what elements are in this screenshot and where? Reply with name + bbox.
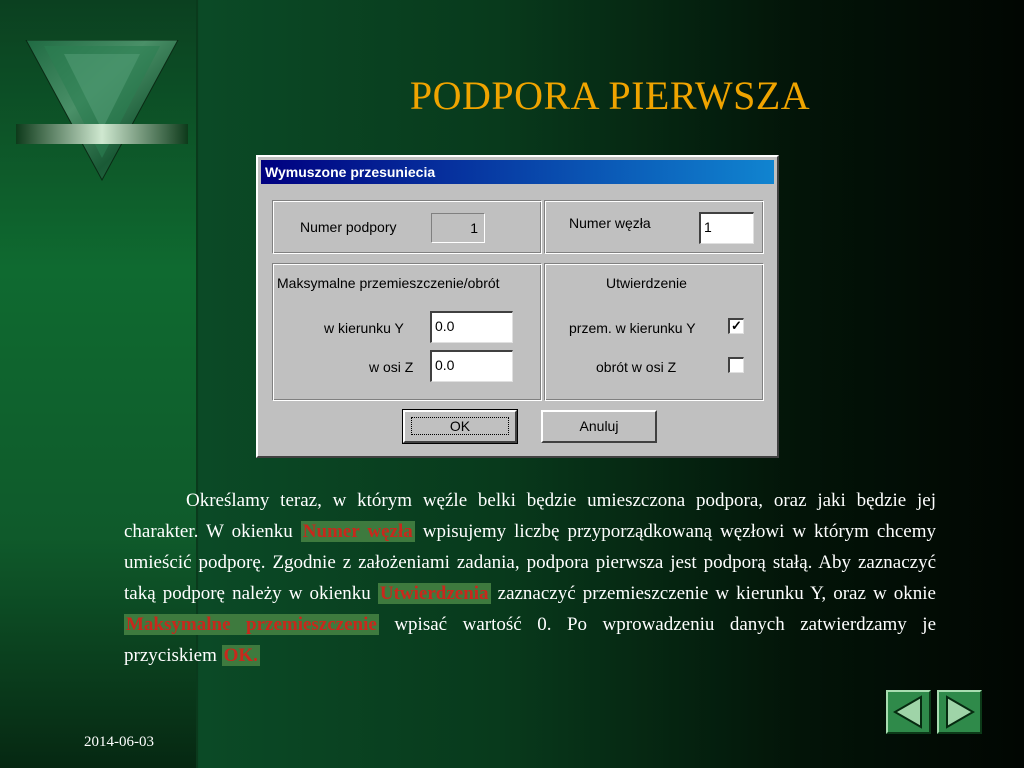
slide-title: PODPORA PIERWSZA (409, 73, 811, 118)
prev-slide-button[interactable] (886, 690, 931, 734)
z-axis-input[interactable]: 0.0 (430, 350, 513, 382)
slide-date: 2014-06-03 (84, 734, 154, 750)
ok-button[interactable] (403, 410, 517, 443)
cancel-button[interactable]: Anuluj (541, 410, 657, 443)
y-direction-input[interactable]: 0.0 (430, 311, 513, 343)
node-number-label: Numer węzła (569, 215, 651, 231)
dialog-titlebar[interactable]: Wymuszone przesuniecia (261, 160, 774, 184)
support-number-label: Numer podpory (300, 219, 397, 235)
triangle-logo-icon (14, 40, 190, 182)
dialog-window (256, 155, 779, 458)
fix-z-label: obrót w osi Z (596, 359, 677, 375)
fix-y-checkbox[interactable]: ✓ (728, 318, 744, 334)
paragraph-text-2: wpisujemy liczbę przyporządkowaną węzłowi w którym chcemy umieścić podporę. Zgodnie z założeniami zadania, podpora pierwsza jest podporą stałą. Aby zaznaczyć taką podporę należy w okienku (124, 521, 936, 604)
support-number-field: 1 (431, 213, 485, 243)
triangle-right-icon (939, 692, 980, 732)
next-slide-button[interactable] (937, 690, 982, 734)
highlight-fixation: Utwierdzenia (379, 583, 489, 604)
instruction-paragraph (124, 485, 936, 671)
fix-y-label: przem. w kierunku Y (569, 320, 696, 336)
highlight-ok: OK. (223, 645, 258, 666)
highlight-max-displacement: Maksymalne przemieszczenie (126, 614, 377, 635)
fix-z-checkbox[interactable] (728, 357, 744, 373)
max-displacement-group-label: Maksymalne przemieszczenie/obrót (277, 275, 500, 291)
highlight-node-number: Numer węzła (302, 521, 413, 542)
ok-button-label: OK (411, 417, 509, 435)
paragraph-text-1: Określamy teraz, w którym węźle belki będzie umieszczona podpora, oraz jaki będzie jej charakter. W okienku (124, 490, 936, 542)
z-axis-label: w osi Z (369, 359, 414, 375)
node-number-input[interactable]: 1 (699, 212, 754, 244)
fixation-group-label: Utwierdzenie (606, 275, 687, 291)
triangle-left-icon (888, 692, 929, 732)
paragraph-text-4: wpisać wartość 0. Po wprowadzeniu danych zatwierdzamy je przyciskiem (124, 614, 937, 666)
paragraph-text-3: zaznaczyć przemieszczenie w kierunku Y, oraz w oknie (490, 583, 936, 604)
y-direction-label: w kierunku Y (324, 320, 404, 336)
